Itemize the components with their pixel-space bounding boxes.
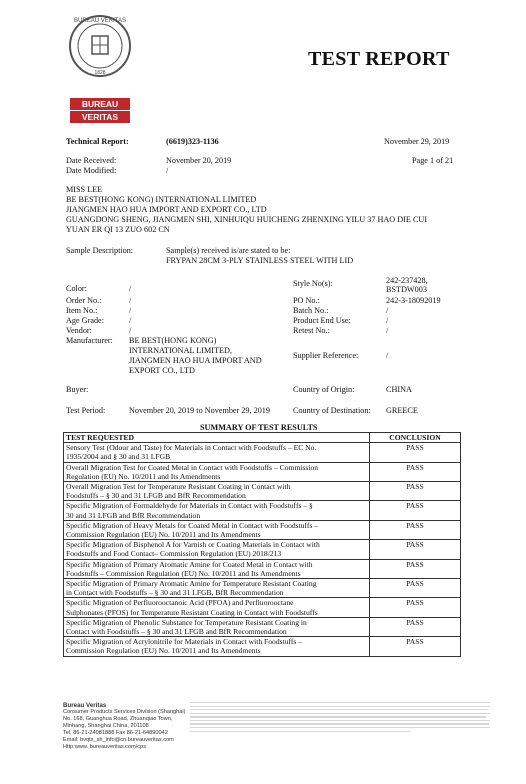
conclusion-cell: PASS [370,482,461,501]
test-cell [64,501,370,520]
test-cell [64,559,370,578]
test-cell [64,579,370,598]
table-row [64,617,461,636]
test-line: Specific Migration of Formaldehyde for Materials in Contact with Foodstuffs – § [66,501,313,511]
test-line: Specific Migration of Acrylonitrile for Materials in Contact with Foodstuffs – [66,637,303,647]
test-line: Sensory Test (Odour and Taste) for Materials in Contact with Foodstuffs – EC No. [66,443,317,453]
table-row [64,540,461,559]
end-use-label: Product End Use: [293,316,351,325]
color-value: / [129,284,132,293]
end-use-value: / [386,316,389,325]
order-value: / [129,296,132,305]
address-line: MISS LEE [66,185,103,194]
test-line: Foodstuffs – Commission Regulation (EU) No. 10/2011 and Its Amendments [66,568,301,578]
conclusion-cell: PASS [370,559,461,578]
conclusion-cell: PASS [370,443,461,462]
sample-description-label: Sample Description: [66,246,134,255]
destination-label: Country of Destination: [293,406,371,415]
table-row [64,520,461,539]
test-cell [64,617,370,636]
date-received-label: Date Received: [66,156,117,165]
conclusion-cell: PASS [370,462,461,481]
footer-line: Tel. 86-21-24081888 Fax 86-21-64890042 [63,730,168,736]
test-cell [64,482,370,501]
order-label: Order No.: [66,296,102,305]
test-line: Specific Migration of Perfluorooctanoic Acid (PFOA) and Perfluorooctane [66,598,294,608]
logo-ring-text: BUREAU VERITAS [74,18,126,24]
item-value: / [129,306,132,315]
origin-label: Country of Origin: [293,385,355,394]
batch-label: Batch No.: [293,306,329,315]
test-line: 1935/2004 and § 30 and 31 LFGB [66,452,171,462]
test-line: Regulation (EU) No. 10/2011 and Its Amendments [66,471,221,481]
footer-email: Email: bvqts_sh_info@cn.bureauveritas.com [63,737,174,743]
footer-line: Minhang, Shanghai China, 201108 [63,723,149,729]
page-number: Page 1 of 21 [412,156,454,165]
column-header-conclusion: CONCLUSION [370,433,461,443]
summary-title: SUMMARY OF TEST RESULTS [200,423,318,432]
logo-year: 1828 [94,70,106,76]
test-line: Specific Migration of Primary Aromatic Amine for Coated Metal in Contact with [66,559,313,569]
age-label: Age Grade: [66,316,104,325]
table-header-row [64,433,461,443]
table-row [64,579,461,598]
date-modified-value: / [166,166,169,175]
table-row [64,598,461,617]
manufacturer-line: INTERNATIONAL LIMITED, [129,346,232,355]
item-label: Item No.: [66,306,98,315]
address-line: BE BEST(HONG KONG) INTERNATIONAL LIMITED [66,195,257,204]
footer-company: Bureau Veritas [63,702,107,709]
test-line: Overall Migration Test for Temperature Resistant Coating in Contact with [66,482,291,492]
origin-value: CHINA [386,385,412,394]
technical-report-value: (6619)323-1136 [166,137,219,146]
table-row [64,559,461,578]
conclusion-cell: PASS [370,579,461,598]
manufacturer-line: EXPORT CO., LTD [129,366,195,375]
column-header-test: TEST REQUESTED [64,433,370,443]
sample-description-line2: FRYPAN 28CM 3-PLY STAINLESS STEEL WITH LID [166,256,354,265]
table-row [64,462,461,481]
footer-line: Consumer Products Services Division (Shanghai) [63,709,186,715]
style-value: BSTDW003 [386,285,427,294]
test-line: Commission Regulation (EU) No. 10/2011 and Its Amendments [66,646,261,656]
supplier-reference-label: Supplier Reference: [293,351,359,360]
conclusion-cell: PASS [370,501,461,520]
conclusion-cell: PASS [370,540,461,559]
sample-description-line1: Sample(s) received is/are stated to be: [166,246,291,255]
test-line: Overall Migration Test for Coated Metal in Contact with Foodstuffs – Commission [66,462,319,472]
test-line: Specific Migration of Bisphenol A for Varnish or Coating Materials in Contact with [66,540,320,550]
test-cell [64,598,370,617]
manufacturer-label: Manufacturer: [66,336,113,345]
table-row [64,443,461,462]
po-value: 242-3-18092019 [386,296,441,305]
buyer-label: Buyer: [66,385,89,394]
test-cell [64,443,370,462]
bureau-veritas-logo [66,6,134,126]
test-line: Specific Migration of Heavy Metals for Coated Metal in Contact with Foodstuffs – [66,520,319,530]
test-cell [64,520,370,539]
table-row [64,637,461,656]
retest-value: / [386,326,389,335]
test-line: Specific Migration of Primary Aromatic Amine for Temperature Resistant Coating [66,579,317,589]
technical-report-label: Technical Report: [66,137,129,146]
test-line: in Contact with Foodstuffs – § 30 and 31 LFGB, BfR Recommendation [66,588,284,598]
conclusion-cell: PASS [370,520,461,539]
test-cell [64,637,370,656]
style-label: Style No(s): [293,279,333,288]
po-label: PO No.: [293,296,320,305]
footer-disclaimer [190,702,490,746]
vendor-label: Vendor: [66,326,92,335]
age-value: / [129,316,132,325]
logo-word-veritas: VERITAS [81,112,119,122]
batch-value: / [386,306,389,315]
address-line: YUAN ER QI 13 ZUO 602 CN [66,225,170,234]
conclusion-cell: PASS [370,637,461,656]
manufacturer-line: JIANGMEN HAO HUA IMPORT AND [129,356,262,365]
conclusion-cell: PASS [370,617,461,636]
test-cell [64,462,370,481]
test-period-value: November 20, 2019 to November 29, 2019 [129,406,270,415]
page-title: TEST REPORT [308,48,450,70]
test-line: Commission Regulation (EU) No. 10/2011 and Its Amendments [66,530,261,540]
date-modified-label: Date Modified: [66,166,117,175]
vendor-value: / [129,326,132,335]
footer-line: No. 168, Guanghua Road, Zhuanqiao Town, [63,716,173,722]
supplier-reference-value: / [386,351,389,360]
logo-word-bureau: BUREAU [81,99,119,109]
test-cell [64,540,370,559]
report-date: November 29, 2019 [384,137,450,146]
style-value: 242-237428, [386,276,428,285]
retest-label: Retest No.: [293,326,330,335]
test-line: Contact with Foodstuffs – § 30 and 31 LFGB and BfR Recommendation [66,627,287,637]
manufacturer-line: BE BEST(HONG KONG) [129,336,217,345]
table-row [64,482,461,501]
conclusion-cell: PASS [370,598,461,617]
footer-address [63,702,186,751]
test-line: Sulphonates (PFOS) for Temperature Resistant Coating in Contact with Foodstuffs [66,607,318,617]
test-line: Foodstuffs – § 30 and 31 LFGB and BfR Recommendation [66,491,246,501]
summary-table [63,432,461,657]
test-line: 30 and 31 LFGB and BfR Recommendation [66,510,201,520]
address-line: JIANGMEN HAO HUA IMPORT AND EXPORT CO., LTD [66,205,267,214]
test-line: Specific Migration of Phenolic Substance for Temperature Resistant Coating in [66,617,307,627]
destination-value: GREECE [386,406,418,415]
address-line: GUANGDONG SHENG, JIANGMEN SHI, XINHUIQU HUICHENG ZHENXING YILU 37 HAO DIE CUI [66,215,428,224]
test-period-label: Test Period: [66,406,106,415]
date-received-value: November 20, 2019 [166,156,232,165]
table-row [64,501,461,520]
color-label: Color: [66,284,87,293]
test-line: Foodstuffs and Food Contact– Commission Regulation (EU) 2018/213 [66,549,282,559]
footer-website: Http:www. bureauveritas.com/cps [63,744,147,750]
